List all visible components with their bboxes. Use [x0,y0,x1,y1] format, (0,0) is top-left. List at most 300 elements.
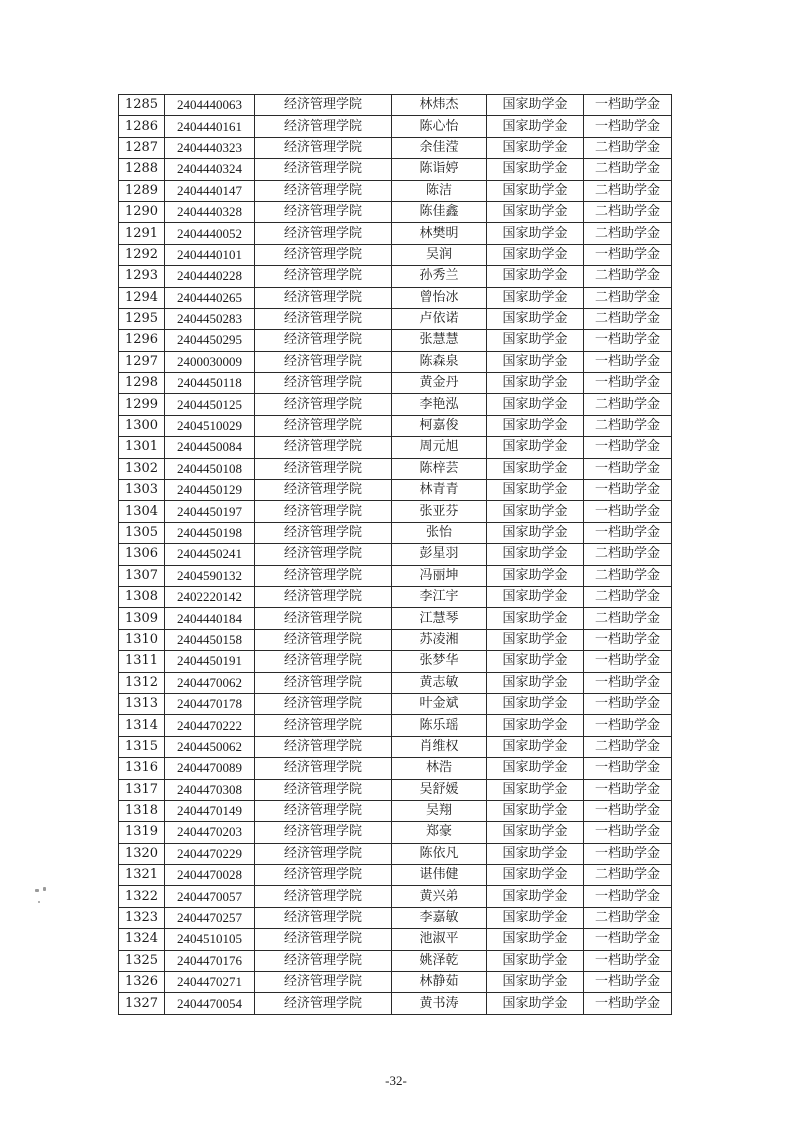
student-id-cell: 2404470089 [165,758,255,779]
student-name-cell: 陈心怡 [392,116,487,137]
table-row [119,586,672,607]
aid-type-cell: 国家助学金 [487,779,584,800]
aid-level-cell: 一档助学金 [584,929,672,950]
table-row [119,373,672,394]
college-cell: 经济管理学院 [255,608,392,629]
student-name-cell: 李江宇 [392,586,487,607]
college-cell: 经济管理学院 [255,843,392,864]
student-name-cell: 吴舒媛 [392,779,487,800]
aid-level-cell: 一档助学金 [584,437,672,458]
student-id-cell: 2404470257 [165,907,255,928]
aid-type-cell: 国家助学金 [487,736,584,757]
aid-level-cell: 二档助学金 [584,586,672,607]
table-row [119,886,672,907]
student-name-cell: 陈梓芸 [392,458,487,479]
college-cell: 经济管理学院 [255,415,392,436]
student-name-cell: 谌伟健 [392,865,487,886]
table-row [119,458,672,479]
student-name-cell: 黄兴弟 [392,886,487,907]
row-number-cell: 1326 [119,972,165,993]
aid-level-cell: 一档助学金 [584,950,672,971]
aid-type-cell: 国家助学金 [487,287,584,308]
aid-type-cell: 国家助学金 [487,651,584,672]
student-name-cell: 彭星羽 [392,544,487,565]
row-number-cell: 1323 [119,907,165,928]
aid-level-cell: 一档助学金 [584,693,672,714]
student-id-cell: 2404440324 [165,159,255,180]
row-number-cell: 1309 [119,608,165,629]
table-row [119,480,672,501]
row-number-cell: 1302 [119,458,165,479]
student-name-cell: 陈佳鑫 [392,201,487,222]
college-cell: 经济管理学院 [255,159,392,180]
aid-level-cell: 一档助学金 [584,458,672,479]
student-name-cell: 林炜杰 [392,95,487,116]
college-cell: 经济管理学院 [255,736,392,757]
row-number-cell: 1315 [119,736,165,757]
aid-level-cell: 一档助学金 [584,843,672,864]
aid-level-cell: 二档助学金 [584,266,672,287]
aid-type-cell: 国家助学金 [487,672,584,693]
student-name-cell: 黄金丹 [392,373,487,394]
aid-type-cell: 国家助学金 [487,843,584,864]
student-id-cell: 2404470062 [165,672,255,693]
page-number: -32- [385,1073,407,1088]
student-name-cell: 吴翔 [392,800,487,821]
aid-type-cell: 国家助学金 [487,116,584,137]
student-name-cell: 曾怡冰 [392,287,487,308]
aid-type-cell: 国家助学金 [487,693,584,714]
college-cell: 经济管理学院 [255,907,392,928]
table-body [119,95,672,1015]
student-name-cell: 黄志敏 [392,672,487,693]
row-number-cell: 1288 [119,159,165,180]
college-cell: 经济管理学院 [255,950,392,971]
student-name-cell: 陈森泉 [392,351,487,372]
student-id-cell: 2404450125 [165,394,255,415]
college-cell: 经济管理学院 [255,929,392,950]
scan-speck [35,889,39,892]
aid-level-cell: 一档助学金 [584,800,672,821]
aid-level-cell: 一档助学金 [584,501,672,522]
aid-type-cell: 国家助学金 [487,629,584,650]
college-cell: 经济管理学院 [255,244,392,265]
aid-type-cell: 国家助学金 [487,522,584,543]
aid-level-cell: 二档助学金 [584,180,672,201]
student-name-cell: 黄书涛 [392,993,487,1014]
aid-level-cell: 一档助学金 [584,330,672,351]
aid-type-cell: 国家助学金 [487,95,584,116]
college-cell: 经济管理学院 [255,865,392,886]
college-cell: 经济管理学院 [255,223,392,244]
college-cell: 经济管理学院 [255,651,392,672]
student-id-cell: 2404450295 [165,330,255,351]
table-row [119,201,672,222]
student-id-cell: 2404450191 [165,651,255,672]
table-row [119,929,672,950]
student-id-cell: 2404470176 [165,950,255,971]
college-cell: 经济管理学院 [255,715,392,736]
college-cell: 经济管理学院 [255,886,392,907]
aid-type-cell: 国家助学金 [487,865,584,886]
table-row [119,715,672,736]
table-row [119,223,672,244]
college-cell: 经济管理学院 [255,308,392,329]
row-number-cell: 1306 [119,544,165,565]
table-row [119,865,672,886]
aid-type-cell: 国家助学金 [487,437,584,458]
row-number-cell: 1322 [119,886,165,907]
aid-type-cell: 国家助学金 [487,330,584,351]
student-name-cell: 陈依凡 [392,843,487,864]
aid-level-cell: 二档助学金 [584,308,672,329]
table-row [119,287,672,308]
row-number-cell: 1307 [119,565,165,586]
student-id-cell: 2404450241 [165,544,255,565]
aid-level-cell: 二档助学金 [584,544,672,565]
aid-level-cell: 一档助学金 [584,758,672,779]
college-cell: 经济管理学院 [255,993,392,1014]
student-id-cell: 2404440323 [165,137,255,158]
student-id-cell: 2404470222 [165,715,255,736]
aid-level-cell: 二档助学金 [584,415,672,436]
aid-type-cell: 国家助学金 [487,800,584,821]
table-row [119,266,672,287]
student-name-cell: 姚泽乾 [392,950,487,971]
table-row [119,843,672,864]
student-name-cell: 林樊明 [392,223,487,244]
student-id-cell: 2404470308 [165,779,255,800]
aid-level-cell: 一档助学金 [584,886,672,907]
row-number-cell: 1299 [119,394,165,415]
college-cell: 经济管理学院 [255,351,392,372]
college-cell: 经济管理学院 [255,800,392,821]
student-name-cell: 林静茹 [392,972,487,993]
college-cell: 经济管理学院 [255,672,392,693]
table-row [119,736,672,757]
row-number-cell: 1289 [119,180,165,201]
row-number-cell: 1303 [119,480,165,501]
student-id-cell: 2404450118 [165,373,255,394]
row-number-cell: 1294 [119,287,165,308]
student-name-cell: 张亚芬 [392,501,487,522]
row-number-cell: 1310 [119,629,165,650]
table-row [119,180,672,201]
college-cell: 经济管理学院 [255,544,392,565]
student-id-cell: 2404510029 [165,415,255,436]
college-cell: 经济管理学院 [255,116,392,137]
aid-type-cell: 国家助学金 [487,394,584,415]
aid-type-cell: 国家助学金 [487,201,584,222]
aid-type-cell: 国家助学金 [487,886,584,907]
aid-type-cell: 国家助学金 [487,586,584,607]
student-name-cell: 周元旭 [392,437,487,458]
college-cell: 经济管理学院 [255,586,392,607]
aid-type-cell: 国家助学金 [487,244,584,265]
aid-type-cell: 国家助学金 [487,715,584,736]
row-number-cell: 1325 [119,950,165,971]
aid-type-cell: 国家助学金 [487,180,584,201]
aid-level-cell: 一档助学金 [584,715,672,736]
aid-type-cell: 国家助学金 [487,544,584,565]
aid-type-cell: 国家助学金 [487,266,584,287]
student-id-cell: 2404590132 [165,565,255,586]
aid-type-cell: 国家助学金 [487,929,584,950]
aid-level-cell: 二档助学金 [584,394,672,415]
student-id-cell: 2404470203 [165,822,255,843]
student-id-cell: 2404470229 [165,843,255,864]
student-id-cell: 2404440063 [165,95,255,116]
aid-level-cell: 一档助学金 [584,95,672,116]
college-cell: 经济管理学院 [255,373,392,394]
row-number-cell: 1286 [119,116,165,137]
college-cell: 经济管理学院 [255,180,392,201]
student-name-cell: 苏凌湘 [392,629,487,650]
student-id-cell: 2404440265 [165,287,255,308]
row-number-cell: 1300 [119,415,165,436]
table-row [119,565,672,586]
student-id-cell: 2404440328 [165,201,255,222]
table-row [119,651,672,672]
student-id-cell: 2404450084 [165,437,255,458]
student-name-cell: 孙秀兰 [392,266,487,287]
college-cell: 经济管理学院 [255,693,392,714]
college-cell: 经济管理学院 [255,480,392,501]
row-number-cell: 1293 [119,266,165,287]
aid-level-cell: 一档助学金 [584,522,672,543]
student-id-cell: 2400030009 [165,351,255,372]
student-name-cell: 郑豪 [392,822,487,843]
college-cell: 经济管理学院 [255,522,392,543]
row-number-cell: 1316 [119,758,165,779]
aid-type-cell: 国家助学金 [487,608,584,629]
aid-level-cell: 二档助学金 [584,608,672,629]
table-row [119,95,672,116]
row-number-cell: 1324 [119,929,165,950]
student-id-cell: 2404470054 [165,993,255,1014]
aid-level-cell: 一档助学金 [584,651,672,672]
aid-type-cell: 国家助学金 [487,458,584,479]
student-name-cell: 陈洁 [392,180,487,201]
student-name-cell: 林浩 [392,758,487,779]
aid-level-cell: 一档助学金 [584,822,672,843]
aid-level-cell: 一档助学金 [584,629,672,650]
row-number-cell: 1298 [119,373,165,394]
aid-level-cell: 二档助学金 [584,865,672,886]
student-id-cell: 2404440228 [165,266,255,287]
aid-type-cell: 国家助学金 [487,501,584,522]
table-row [119,822,672,843]
student-id-cell: 2404440101 [165,244,255,265]
aid-type-cell: 国家助学金 [487,351,584,372]
student-name-cell: 陈诣婷 [392,159,487,180]
college-cell: 经济管理学院 [255,287,392,308]
table-row [119,522,672,543]
student-id-cell: 2404470028 [165,865,255,886]
aid-level-cell: 一档助学金 [584,373,672,394]
aid-type-cell: 国家助学金 [487,822,584,843]
student-id-cell: 2404440052 [165,223,255,244]
student-name-cell: 叶金斌 [392,693,487,714]
aid-level-cell: 一档助学金 [584,993,672,1014]
student-name-cell: 林青青 [392,480,487,501]
college-cell: 经济管理学院 [255,95,392,116]
table-row [119,116,672,137]
table-row [119,629,672,650]
student-name-cell: 冯丽坤 [392,565,487,586]
college-cell: 经济管理学院 [255,394,392,415]
student-id-cell: 2404450158 [165,629,255,650]
table-row [119,779,672,800]
aid-level-cell: 一档助学金 [584,672,672,693]
table-row [119,993,672,1014]
aid-type-cell: 国家助学金 [487,993,584,1014]
aid-type-cell: 国家助学金 [487,950,584,971]
student-name-cell: 江慧琴 [392,608,487,629]
college-cell: 经济管理学院 [255,822,392,843]
row-number-cell: 1317 [119,779,165,800]
student-name-cell: 肖维权 [392,736,487,757]
student-id-cell: 2402220142 [165,586,255,607]
table-row [119,907,672,928]
row-number-cell: 1327 [119,993,165,1014]
student-name-cell: 池淑平 [392,929,487,950]
table-row [119,159,672,180]
student-id-cell: 2404450108 [165,458,255,479]
table-row [119,244,672,265]
row-number-cell: 1311 [119,651,165,672]
table-row [119,501,672,522]
student-id-cell: 2404470057 [165,886,255,907]
table-row [119,137,672,158]
row-number-cell: 1314 [119,715,165,736]
student-name-cell: 李艳泓 [392,394,487,415]
student-id-cell: 2404450062 [165,736,255,757]
college-cell: 经济管理学院 [255,266,392,287]
aid-level-cell: 二档助学金 [584,201,672,222]
table-row [119,758,672,779]
student-name-cell: 陈乐瑶 [392,715,487,736]
student-id-cell: 2404470178 [165,693,255,714]
student-name-cell: 张梦华 [392,651,487,672]
aid-type-cell: 国家助学金 [487,308,584,329]
aid-type-cell: 国家助学金 [487,565,584,586]
table-row [119,308,672,329]
college-cell: 经济管理学院 [255,972,392,993]
aid-level-cell: 一档助学金 [584,244,672,265]
student-id-cell: 2404450129 [165,480,255,501]
aid-type-cell: 国家助学金 [487,223,584,244]
table-row [119,394,672,415]
student-id-cell: 2404450198 [165,522,255,543]
college-cell: 经济管理学院 [255,565,392,586]
row-number-cell: 1291 [119,223,165,244]
aid-type-cell: 国家助学金 [487,373,584,394]
aid-level-cell: 二档助学金 [584,137,672,158]
table-row [119,351,672,372]
student-name-cell: 李嘉敏 [392,907,487,928]
aid-type-cell: 国家助学金 [487,972,584,993]
student-id-cell: 2404440147 [165,180,255,201]
student-name-cell: 余佳滢 [392,137,487,158]
row-number-cell: 1312 [119,672,165,693]
student-aid-table [118,94,672,1015]
college-cell: 经济管理学院 [255,458,392,479]
student-id-cell: 2404510105 [165,929,255,950]
row-number-cell: 1292 [119,244,165,265]
scan-speck [38,901,40,903]
table-row [119,972,672,993]
row-number-cell: 1290 [119,201,165,222]
student-name-cell: 卢依诺 [392,308,487,329]
table-row [119,608,672,629]
aid-type-cell: 国家助学金 [487,415,584,436]
aid-level-cell: 二档助学金 [584,287,672,308]
row-number-cell: 1285 [119,95,165,116]
college-cell: 经济管理学院 [255,330,392,351]
college-cell: 经济管理学院 [255,779,392,800]
table-row [119,950,672,971]
aid-level-cell: 二档助学金 [584,736,672,757]
row-number-cell: 1308 [119,586,165,607]
row-number-cell: 1318 [119,800,165,821]
table-row [119,800,672,821]
table-row [119,544,672,565]
aid-level-cell: 二档助学金 [584,159,672,180]
table-row [119,330,672,351]
college-cell: 经济管理学院 [255,501,392,522]
student-id-cell: 2404440161 [165,116,255,137]
aid-type-cell: 国家助学金 [487,480,584,501]
table-row [119,415,672,436]
row-number-cell: 1321 [119,865,165,886]
row-number-cell: 1319 [119,822,165,843]
college-cell: 经济管理学院 [255,137,392,158]
aid-level-cell: 二档助学金 [584,223,672,244]
student-id-cell: 2404440184 [165,608,255,629]
aid-type-cell: 国家助学金 [487,159,584,180]
table-row [119,437,672,458]
aid-type-cell: 国家助学金 [487,137,584,158]
student-name-cell: 柯嘉俊 [392,415,487,436]
college-cell: 经济管理学院 [255,758,392,779]
aid-level-cell: 二档助学金 [584,907,672,928]
row-number-cell: 1313 [119,693,165,714]
aid-level-cell: 一档助学金 [584,972,672,993]
aid-type-cell: 国家助学金 [487,758,584,779]
college-cell: 经济管理学院 [255,629,392,650]
row-number-cell: 1304 [119,501,165,522]
aid-level-cell: 一档助学金 [584,351,672,372]
row-number-cell: 1320 [119,843,165,864]
student-id-cell: 2404450197 [165,501,255,522]
scan-speck [43,887,46,891]
aid-level-cell: 二档助学金 [584,565,672,586]
row-number-cell: 1301 [119,437,165,458]
college-cell: 经济管理学院 [255,437,392,458]
student-id-cell: 2404450283 [165,308,255,329]
table-row [119,672,672,693]
aid-type-cell: 国家助学金 [487,907,584,928]
student-name-cell: 吴润 [392,244,487,265]
student-id-cell: 2404470271 [165,972,255,993]
table-row [119,693,672,714]
student-name-cell: 张怡 [392,522,487,543]
row-number-cell: 1287 [119,137,165,158]
student-id-cell: 2404470149 [165,800,255,821]
row-number-cell: 1297 [119,351,165,372]
row-number-cell: 1305 [119,522,165,543]
